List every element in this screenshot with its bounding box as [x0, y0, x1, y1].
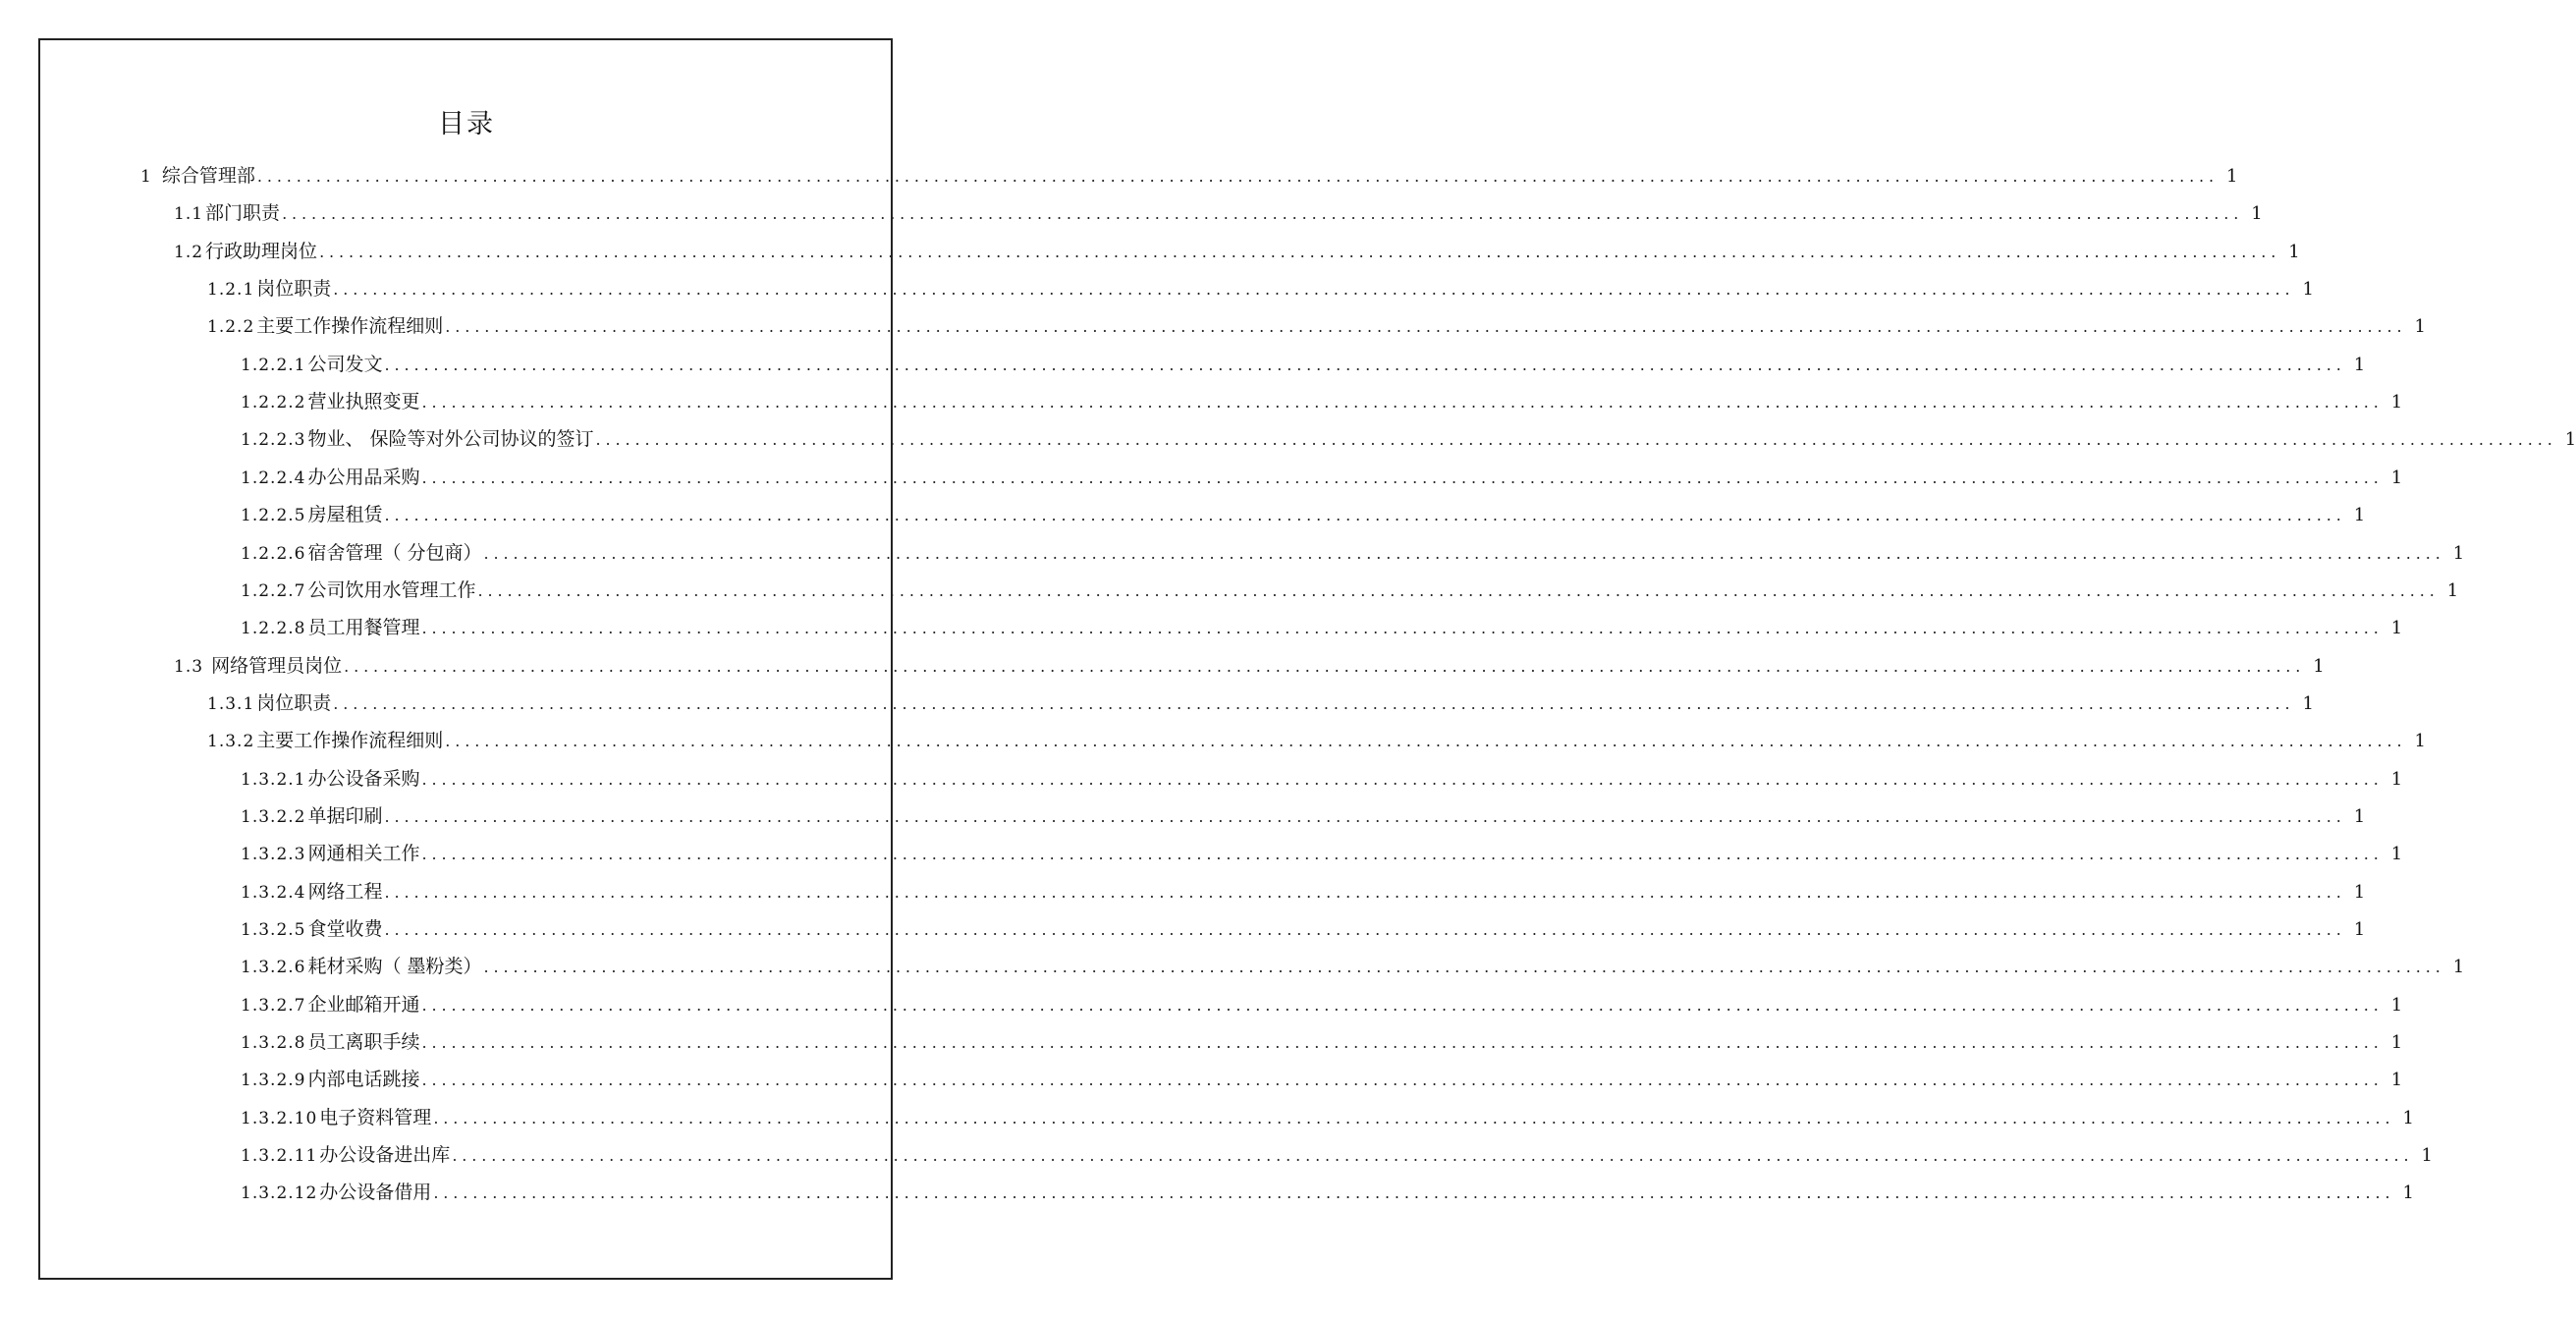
toc-entry[interactable] — [241, 798, 2366, 829]
toc-entry[interactable] — [207, 685, 2314, 716]
toc-page-number: 1 — [2402, 1182, 2414, 1204]
toc-entry[interactable] — [241, 835, 2403, 866]
toc-entry[interactable] — [241, 1174, 2414, 1205]
toc-entry[interactable] — [207, 722, 2426, 753]
toc-page-number: 1 — [2564, 429, 2576, 451]
toc-entry[interactable] — [241, 459, 2403, 490]
toc-dot-leader: ........................................................................................................................................................................................................ — [384, 355, 2346, 374]
toc-dot-leader: ........................................................................................................................................................................................................ — [319, 242, 2281, 261]
toc-entry-number: 1.3.2.6 — [241, 958, 306, 978]
toc-page-number: 1 — [2446, 579, 2459, 601]
toc-dot-leader: ........................................................................................................................................................................................................ — [421, 1071, 2384, 1090]
toc-entry-label: 办公用品采购 — [307, 466, 420, 488]
toc-entry[interactable] — [241, 420, 2576, 452]
toc-page-number: 1 — [2390, 1070, 2403, 1091]
toc-entry-label: 公司饮用水管理工作 — [307, 578, 476, 601]
toc-page-number: 1 — [2390, 1032, 2403, 1054]
toc-entry[interactable] — [174, 647, 2325, 679]
toc-entry[interactable] — [241, 873, 2366, 905]
toc-page-number: 1 — [2353, 354, 2366, 375]
toc-page-number: 1 — [2390, 768, 2403, 790]
toc-entry[interactable] — [207, 307, 2426, 339]
toc-entry-label: 耗材采购（ 墨粉类） — [307, 956, 482, 978]
toc-entry-label: 岗位职责 — [256, 691, 332, 714]
toc-entry-label: 公司发文 — [307, 353, 383, 375]
toc-page-number: 1 — [2251, 203, 2263, 225]
toc-entry-number: 1.3.1 — [207, 693, 255, 714]
toc-dot-leader: ........................................................................................................................................................................................................ — [421, 1033, 2384, 1053]
toc-entry-label: 电子资料管理 — [319, 1106, 432, 1128]
toc-entry-number: 1.2.2.3 — [241, 430, 306, 451]
toc-page-number: 1 — [2390, 994, 2403, 1016]
toc-page-number: 1 — [2390, 618, 2403, 639]
toc-dot-leader: ........................................................................................................................................................................................................ — [595, 430, 2557, 450]
toc-entry-label: 单据印刷 — [307, 804, 383, 827]
toc-entry-number: 1.2 — [174, 242, 204, 262]
toc-entry-number: 1.2.1 — [207, 280, 255, 301]
toc-entry-heading — [241, 917, 383, 942]
toc-entry-number: 1.3.2.5 — [241, 920, 306, 940]
toc-dot-leader: ........................................................................................................................................................................................................ — [421, 769, 2384, 789]
toc-entry-number: 1.3.2.10 — [241, 1108, 318, 1128]
toc-entry[interactable] — [241, 1136, 2433, 1168]
toc-entry-label: 主要工作操作流程细则 — [256, 730, 444, 752]
toc-page-number: 1 — [2226, 166, 2238, 187]
toc-entry-label: 综合管理部 — [161, 165, 255, 187]
toc-entry-heading — [207, 277, 331, 302]
toc-entry-heading — [241, 503, 383, 527]
toc-entry-label: 网通相关工作 — [307, 843, 420, 865]
toc-entry-heading — [241, 541, 482, 566]
toc-entry-label: 网络管理员岗位 — [205, 654, 343, 677]
toc-dot-leader: ........................................................................................................................................................................................................ — [421, 845, 2384, 864]
toc-entry-heading — [241, 466, 420, 490]
toc-dot-leader: ........................................................................................................................................................................................................ — [433, 1183, 2395, 1203]
toc-entry-label: 企业邮箱开通 — [307, 993, 420, 1016]
toc-entry-number: 1.2.2.7 — [241, 580, 306, 601]
toc-entry-heading — [174, 201, 280, 226]
toc-dot-leader: ........................................................................................................................................................................................................ — [256, 167, 2220, 186]
toc-entry-label: 内部电话跳接 — [307, 1069, 420, 1091]
toc-dot-leader: ........................................................................................................................................................................................................ — [477, 580, 2439, 600]
toc-entry-heading — [241, 993, 420, 1018]
toc-entry-heading — [241, 353, 383, 377]
toc-entry-number: 1.3.2.8 — [241, 1033, 306, 1054]
toc-entry-heading — [241, 1030, 420, 1055]
toc-entry[interactable] — [174, 233, 2300, 264]
toc-dot-leader: ........................................................................................................................................................................................................ — [421, 995, 2384, 1015]
toc-entry-heading — [207, 729, 443, 753]
toc-entry-number: 1.2.2.4 — [241, 468, 306, 488]
toc-page-number: 1 — [2414, 731, 2426, 752]
toc-entry-number: 1.3.2.2 — [241, 806, 306, 827]
toc-entry-heading — [241, 880, 383, 905]
toc-entry-heading — [241, 804, 383, 829]
toc-dot-leader: ........................................................................................................................................................................................................ — [483, 958, 2445, 977]
toc-entry-label: 员工用餐管理 — [307, 617, 420, 639]
toc-entry[interactable] — [241, 1099, 2414, 1130]
toc-entry[interactable] — [241, 948, 2465, 979]
toc-entry-label: 岗位职责 — [256, 278, 332, 301]
toc-entry[interactable] — [241, 346, 2366, 377]
toc-entry[interactable] — [241, 986, 2403, 1018]
toc-entry-label: 行政助理岗位 — [205, 240, 318, 262]
toc-entry-number: 1.3.2.1 — [241, 769, 306, 790]
toc-entry-number: 1.3.2.9 — [241, 1071, 306, 1091]
toc-entry[interactable] — [174, 194, 2263, 226]
toc-dot-leader: ........................................................................................................................................................................................................ — [333, 693, 2295, 713]
toc-entry-number: 1 — [140, 167, 152, 187]
toc-entry-number: 1.2.2.1 — [241, 355, 306, 375]
toc-entry-label: 办公设备进出库 — [319, 1144, 451, 1167]
toc-entry-heading — [241, 427, 594, 452]
toc-page-number: 1 — [2302, 692, 2314, 714]
toc-page-number: 1 — [2414, 316, 2426, 338]
toc-entry-heading — [241, 767, 420, 792]
toc-entry[interactable] — [241, 609, 2403, 640]
toc-dot-leader: ........................................................................................................................................................................................................ — [384, 506, 2346, 525]
toc-entry[interactable] — [241, 760, 2403, 792]
toc-entry-number: 1.1 — [174, 204, 204, 225]
toc-entry-label: 营业执照变更 — [307, 391, 420, 413]
toc-entry-number: 1.3.2.11 — [241, 1146, 318, 1167]
toc-page-number: 1 — [2402, 1107, 2414, 1128]
toc-entry-label: 员工离职手续 — [307, 1031, 420, 1054]
toc-entry-heading — [241, 842, 420, 866]
toc-entry-heading — [241, 616, 420, 640]
toc-entry-label: 网络工程 — [307, 880, 383, 903]
toc-entry-label: 主要工作操作流程细则 — [256, 315, 444, 338]
toc-entry-number: 1.3.2.4 — [241, 882, 306, 903]
table-of-contents — [0, 157, 2576, 1218]
toc-entry-number: 1.2.2.5 — [241, 506, 306, 526]
toc-page-number: 1 — [2421, 1145, 2433, 1167]
toc-entry-heading — [207, 691, 331, 716]
toc-entry-number: 1.3.2.7 — [241, 995, 306, 1016]
toc-dot-leader: ........................................................................................................................................................................................................ — [282, 204, 2244, 224]
toc-entry-heading — [174, 654, 342, 679]
toc-entry-heading — [140, 164, 255, 189]
toc-entry-label: 部门职责 — [205, 202, 281, 225]
toc-page-number: 1 — [2353, 505, 2366, 526]
toc-entry-heading — [241, 955, 482, 979]
toc-dot-leader: ........................................................................................................................................................................................................ — [445, 732, 2407, 751]
toc-dot-leader: ........................................................................................................................................................................................................ — [333, 280, 2295, 300]
toc-entry-heading — [241, 1143, 450, 1168]
toc-entry[interactable] — [207, 270, 2314, 302]
toc-dot-leader: ........................................................................................................................................................................................................ — [421, 468, 2384, 487]
toc-entry-label: 食堂收费 — [307, 918, 383, 940]
toc-dot-leader: ........................................................................................................................................................................................................ — [421, 619, 2384, 638]
toc-entry[interactable] — [241, 1023, 2403, 1055]
toc-entry-number: 1.3.2.12 — [241, 1183, 318, 1204]
toc-dot-leader: ........................................................................................................................................................................................................ — [344, 656, 2306, 676]
toc-page-number: 1 — [2390, 392, 2403, 413]
toc-entry-number: 1.2.2.8 — [241, 619, 306, 639]
toc-entry-label: 宿舍管理（ 分包商） — [307, 541, 482, 564]
toc-entry-heading — [241, 578, 476, 603]
toc-entry-label: 物业、 保险等对外公司协议的签订 — [307, 428, 594, 451]
toc-entry-label: 办公设备借用 — [319, 1182, 432, 1204]
toc-entry-number: 1.2.2 — [207, 317, 255, 338]
toc-entry-number: 1.3.2.3 — [241, 845, 306, 865]
toc-entry[interactable] — [140, 157, 2238, 189]
toc-dot-leader: ........................................................................................................................................................................................................ — [384, 920, 2346, 939]
toc-entry[interactable] — [241, 910, 2366, 942]
toc-dot-leader: ........................................................................................................................................................................................................ — [433, 1108, 2395, 1128]
toc-entry-heading — [241, 1068, 420, 1092]
toc-page-number: 1 — [2390, 844, 2403, 865]
toc-entry[interactable] — [241, 1061, 2403, 1092]
toc-entry-number: 1.2.2.2 — [241, 393, 306, 413]
toc-entry-label: 办公设备采购 — [307, 767, 420, 790]
toc-entry[interactable] — [241, 383, 2403, 414]
toc-dot-leader: ........................................................................................................................................................................................................ — [483, 543, 2445, 563]
toc-entry-label: 房屋租赁 — [307, 504, 383, 526]
toc-entry[interactable] — [241, 496, 2366, 527]
toc-entry-number: 1.2.2.6 — [241, 543, 306, 564]
toc-page-number: 1 — [2353, 919, 2366, 940]
toc-page-number: 1 — [2313, 655, 2325, 677]
toc-page-number: 1 — [2452, 957, 2465, 978]
toc-entry-heading — [241, 1181, 431, 1205]
toc-entry-number: 1.3.2 — [207, 732, 255, 752]
page-title: 目录 — [438, 109, 495, 139]
toc-dot-leader: ........................................................................................................................................................................................................ — [384, 882, 2346, 902]
toc-page-number: 1 — [2390, 467, 2403, 488]
toc-dot-leader: ........................................................................................................................................................................................................ — [384, 806, 2346, 826]
toc-entry-heading — [241, 1106, 431, 1130]
toc-page-number: 1 — [2302, 279, 2314, 301]
toc-entry-number: 1.3 — [174, 656, 204, 677]
toc-dot-leader: ........................................................................................................................................................................................................ — [445, 317, 2407, 337]
toc-entry[interactable] — [241, 572, 2459, 603]
toc-page-number: 1 — [2353, 881, 2366, 903]
toc-page-number: 1 — [2288, 241, 2300, 262]
toc-entry-heading — [207, 314, 443, 339]
toc-page-number: 1 — [2452, 542, 2465, 564]
toc-page-number: 1 — [2353, 805, 2366, 827]
toc-dot-leader: ........................................................................................................................................................................................................ — [421, 393, 2384, 412]
toc-entry-heading — [241, 390, 420, 414]
toc-entry-heading — [174, 240, 317, 264]
toc-entry[interactable] — [241, 534, 2465, 566]
toc-dot-leader: ........................................................................................................................................................................................................ — [452, 1146, 2414, 1166]
